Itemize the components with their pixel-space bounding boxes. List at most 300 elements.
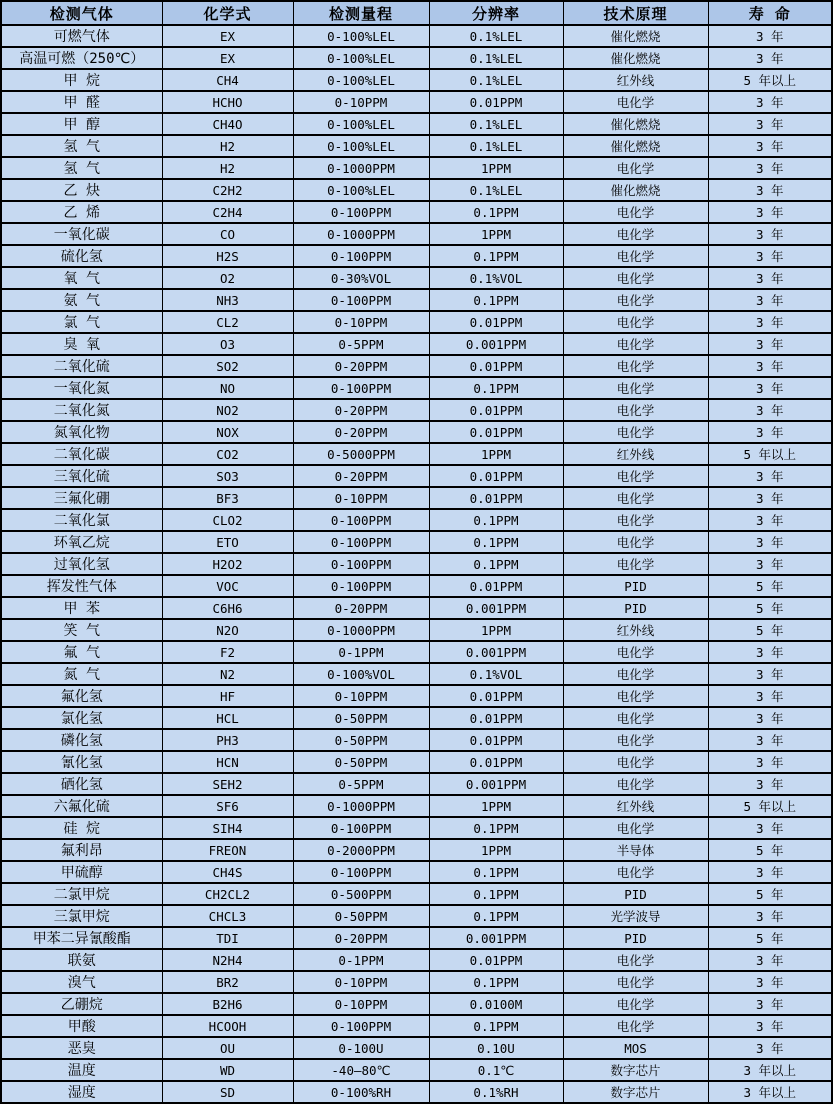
cell-formula: CH4O: [162, 113, 293, 135]
cell-formula: N2: [162, 663, 293, 685]
cell-range: 0-20PPM: [293, 399, 429, 421]
table-row: [1, 333, 832, 355]
cell-formula: BF3: [162, 487, 293, 509]
cell-formula: NH3: [162, 289, 293, 311]
cell-resolution: 0.01PPM: [429, 575, 563, 597]
cell-principle: 电化学: [563, 223, 708, 245]
cell-gas: 臭 氧: [1, 333, 162, 355]
cell-lifespan: 3 年: [708, 267, 832, 289]
cell-range: 0-100PPM: [293, 817, 429, 839]
table-row: [1, 883, 832, 905]
cell-gas: 甲苯二异氰酸酯: [1, 927, 162, 949]
cell-resolution: 0.10U: [429, 1037, 563, 1059]
cell-lifespan: 3 年: [708, 465, 832, 487]
table-row: [1, 707, 832, 729]
cell-formula: C2H2: [162, 179, 293, 201]
cell-gas: 高温可燃（250℃）: [1, 47, 162, 69]
table-row: [1, 201, 832, 223]
cell-lifespan: 3 年: [708, 377, 832, 399]
table-row: [1, 509, 832, 531]
table-row: [1, 619, 832, 641]
table-row: [1, 399, 832, 421]
cell-gas: 二氧化碳: [1, 443, 162, 465]
cell-principle: 电化学: [563, 663, 708, 685]
table-row: [1, 663, 832, 685]
cell-formula: B2H6: [162, 993, 293, 1015]
cell-resolution: 1PPM: [429, 443, 563, 465]
cell-resolution: 0.1PPM: [429, 245, 563, 267]
cell-lifespan: 3 年: [708, 531, 832, 553]
cell-range: 0-1000PPM: [293, 795, 429, 817]
cell-gas: 三氯甲烷: [1, 905, 162, 927]
cell-gas: 环氧乙烷: [1, 531, 162, 553]
cell-principle: 电化学: [563, 267, 708, 289]
cell-range: 0-10PPM: [293, 993, 429, 1015]
cell-principle: 电化学: [563, 1015, 708, 1037]
cell-lifespan: 3 年: [708, 707, 832, 729]
cell-principle: 电化学: [563, 949, 708, 971]
cell-formula: ETO: [162, 531, 293, 553]
cell-range: 0-20PPM: [293, 465, 429, 487]
cell-principle: 电化学: [563, 751, 708, 773]
cell-formula: SIH4: [162, 817, 293, 839]
cell-resolution: 1PPM: [429, 839, 563, 861]
cell-lifespan: 3 年: [708, 1015, 832, 1037]
cell-principle: 数字芯片: [563, 1081, 708, 1103]
table-row: [1, 113, 832, 135]
cell-resolution: 0.1%LEL: [429, 47, 563, 69]
cell-range: 0-100PPM: [293, 201, 429, 223]
cell-resolution: 0.1PPM: [429, 377, 563, 399]
cell-range: 0-100PPM: [293, 509, 429, 531]
cell-lifespan: 3 年: [708, 553, 832, 575]
cell-range: 0-2000PPM: [293, 839, 429, 861]
cell-lifespan: 3 年: [708, 773, 832, 795]
cell-principle: 电化学: [563, 773, 708, 795]
cell-formula: O2: [162, 267, 293, 289]
table-row: [1, 223, 832, 245]
cell-gas: 温度: [1, 1059, 162, 1081]
table-row: [1, 267, 832, 289]
cell-gas: 氮氧化物: [1, 421, 162, 443]
cell-resolution: 0.01PPM: [429, 729, 563, 751]
cell-formula: NO: [162, 377, 293, 399]
table-row: [1, 993, 832, 1015]
cell-lifespan: 3 年: [708, 399, 832, 421]
cell-range: 0-5000PPM: [293, 443, 429, 465]
cell-range: 0-1PPM: [293, 641, 429, 663]
cell-range: 0-100PPM: [293, 861, 429, 883]
cell-resolution: 0.1%VOL: [429, 663, 563, 685]
cell-range: 0-1000PPM: [293, 157, 429, 179]
cell-range: 0-100PPM: [293, 531, 429, 553]
cell-principle: 电化学: [563, 333, 708, 355]
cell-formula: H2: [162, 157, 293, 179]
cell-resolution: 0.01PPM: [429, 751, 563, 773]
cell-resolution: 0.1PPM: [429, 553, 563, 575]
cell-formula: HCN: [162, 751, 293, 773]
cell-resolution: 0.1%LEL: [429, 25, 563, 47]
cell-gas: 氟利昂: [1, 839, 162, 861]
table-row: [1, 47, 832, 69]
cell-principle: 电化学: [563, 509, 708, 531]
cell-range: 0-20PPM: [293, 927, 429, 949]
cell-principle: 催化燃烧: [563, 25, 708, 47]
cell-lifespan: 3 年: [708, 201, 832, 223]
cell-lifespan: 3 年以上: [708, 1081, 832, 1103]
cell-range: 0-5PPM: [293, 333, 429, 355]
cell-gas: 六氟化硫: [1, 795, 162, 817]
cell-gas: 二氧化硫: [1, 355, 162, 377]
cell-formula: EX: [162, 47, 293, 69]
table-body: [1, 25, 832, 1103]
table-row: [1, 685, 832, 707]
cell-gas: 硒化氢: [1, 773, 162, 795]
cell-gas: 一氧化碳: [1, 223, 162, 245]
table-row: [1, 1081, 832, 1103]
table-row: [1, 641, 832, 663]
table-row: [1, 377, 832, 399]
cell-lifespan: 3 年: [708, 509, 832, 531]
cell-gas: 乙硼烷: [1, 993, 162, 1015]
cell-lifespan: 5 年: [708, 883, 832, 905]
cell-formula: HCL: [162, 707, 293, 729]
cell-resolution: 0.1PPM: [429, 883, 563, 905]
cell-formula: N2H4: [162, 949, 293, 971]
cell-formula: HCHO: [162, 91, 293, 113]
cell-range: 0-50PPM: [293, 707, 429, 729]
cell-lifespan: 3 年: [708, 971, 832, 993]
cell-resolution: 1PPM: [429, 223, 563, 245]
cell-principle: PID: [563, 597, 708, 619]
cell-formula: C6H6: [162, 597, 293, 619]
table-row: [1, 69, 832, 91]
cell-formula: F2: [162, 641, 293, 663]
cell-formula: WD: [162, 1059, 293, 1081]
table-row: [1, 1015, 832, 1037]
cell-range: 0-100PPM: [293, 245, 429, 267]
cell-gas: 硅 烷: [1, 817, 162, 839]
cell-lifespan: 3 年: [708, 157, 832, 179]
cell-principle: 催化燃烧: [563, 47, 708, 69]
table-row: [1, 245, 832, 267]
cell-range: 0-20PPM: [293, 355, 429, 377]
cell-range: 0-100%LEL: [293, 69, 429, 91]
cell-principle: 电化学: [563, 861, 708, 883]
cell-lifespan: 3 年: [708, 641, 832, 663]
cell-gas: 乙 烯: [1, 201, 162, 223]
cell-principle: 半导体: [563, 839, 708, 861]
cell-gas: 联氨: [1, 949, 162, 971]
cell-range: 0-100PPM: [293, 553, 429, 575]
cell-gas: 甲 醇: [1, 113, 162, 135]
cell-formula: SF6: [162, 795, 293, 817]
cell-resolution: 0.1PPM: [429, 509, 563, 531]
cell-principle: 电化学: [563, 377, 708, 399]
cell-gas: 甲 烷: [1, 69, 162, 91]
cell-formula: N2O: [162, 619, 293, 641]
cell-principle: PID: [563, 883, 708, 905]
cell-resolution: 0.01PPM: [429, 311, 563, 333]
table-row: [1, 1037, 832, 1059]
cell-lifespan: 3 年: [708, 861, 832, 883]
cell-gas: 氢 气: [1, 135, 162, 157]
cell-lifespan: 3 年: [708, 949, 832, 971]
cell-principle: PID: [563, 927, 708, 949]
cell-principle: 催化燃烧: [563, 113, 708, 135]
cell-principle: 电化学: [563, 399, 708, 421]
cell-formula: SEH2: [162, 773, 293, 795]
cell-formula: CH4: [162, 69, 293, 91]
cell-gas: 三氟化硼: [1, 487, 162, 509]
table-row: [1, 751, 832, 773]
table-row: [1, 531, 832, 553]
table-row: [1, 905, 832, 927]
table-row: [1, 839, 832, 861]
cell-range: 0-100PPM: [293, 377, 429, 399]
table-row: [1, 487, 832, 509]
cell-range: 0-5PPM: [293, 773, 429, 795]
cell-resolution: 0.1PPM: [429, 531, 563, 553]
cell-range: 0-100%LEL: [293, 135, 429, 157]
cell-principle: 电化学: [563, 245, 708, 267]
cell-gas: 磷化氢: [1, 729, 162, 751]
cell-range: 0-100PPM: [293, 1015, 429, 1037]
cell-resolution: 0.01PPM: [429, 355, 563, 377]
cell-principle: 红外线: [563, 443, 708, 465]
table-row: [1, 971, 832, 993]
cell-range: 0-10PPM: [293, 971, 429, 993]
table-row: [1, 597, 832, 619]
cell-resolution: 0.0100M: [429, 993, 563, 1015]
cell-formula: H2S: [162, 245, 293, 267]
cell-lifespan: 3 年: [708, 817, 832, 839]
cell-gas: 溴气: [1, 971, 162, 993]
column-header-formula: 化学式: [162, 1, 293, 25]
cell-resolution: 0.1%LEL: [429, 135, 563, 157]
cell-gas: 二氧化氮: [1, 399, 162, 421]
cell-formula: NO2: [162, 399, 293, 421]
cell-principle: PID: [563, 575, 708, 597]
cell-principle: 红外线: [563, 619, 708, 641]
cell-range: 0-10PPM: [293, 311, 429, 333]
cell-range: 0-500PPM: [293, 883, 429, 905]
cell-formula: BR2: [162, 971, 293, 993]
table-row: [1, 817, 832, 839]
table-row: [1, 157, 832, 179]
table-header-row: [1, 1, 832, 25]
cell-resolution: 0.1PPM: [429, 905, 563, 927]
cell-resolution: 0.1PPM: [429, 817, 563, 839]
cell-formula: PH3: [162, 729, 293, 751]
cell-resolution: 0.1PPM: [429, 289, 563, 311]
cell-range: 0-30%VOL: [293, 267, 429, 289]
table-row: [1, 355, 832, 377]
cell-lifespan: 3 年: [708, 751, 832, 773]
table-row: [1, 729, 832, 751]
cell-range: 0-100%LEL: [293, 179, 429, 201]
table-row: [1, 949, 832, 971]
table-row: [1, 311, 832, 333]
cell-gas: 三氧化硫: [1, 465, 162, 487]
cell-gas: 甲 苯: [1, 597, 162, 619]
cell-formula: O3: [162, 333, 293, 355]
cell-range: 0-100PPM: [293, 289, 429, 311]
cell-gas: 硫化氢: [1, 245, 162, 267]
cell-gas: 笑 气: [1, 619, 162, 641]
cell-lifespan: 3 年: [708, 135, 832, 157]
cell-formula: CH2CL2: [162, 883, 293, 905]
cell-range: 0-100%LEL: [293, 47, 429, 69]
cell-gas: 可燃气体: [1, 25, 162, 47]
cell-lifespan: 5 年: [708, 839, 832, 861]
cell-lifespan: 5 年: [708, 575, 832, 597]
cell-gas: 氰化氢: [1, 751, 162, 773]
cell-range: 0-50PPM: [293, 905, 429, 927]
cell-resolution: 0.1PPM: [429, 201, 563, 223]
cell-lifespan: 3 年: [708, 905, 832, 927]
cell-range: 0-1PPM: [293, 949, 429, 971]
cell-formula: SO2: [162, 355, 293, 377]
cell-gas: 二氧化氯: [1, 509, 162, 531]
table-row: [1, 773, 832, 795]
cell-range: 0-50PPM: [293, 729, 429, 751]
cell-principle: 电化学: [563, 421, 708, 443]
cell-range: 0-100%VOL: [293, 663, 429, 685]
cell-resolution: 1PPM: [429, 157, 563, 179]
cell-gas: 氮 气: [1, 663, 162, 685]
cell-lifespan: 5 年以上: [708, 795, 832, 817]
cell-resolution: 0.1%LEL: [429, 69, 563, 91]
cell-resolution: 0.1PPM: [429, 971, 563, 993]
cell-principle: 数字芯片: [563, 1059, 708, 1081]
cell-principle: 电化学: [563, 729, 708, 751]
cell-resolution: 0.1%RH: [429, 1081, 563, 1103]
cell-lifespan: 3 年: [708, 113, 832, 135]
cell-range: 0-100PPM: [293, 575, 429, 597]
cell-resolution: 0.1℃: [429, 1059, 563, 1081]
cell-principle: 电化学: [563, 993, 708, 1015]
table-row: [1, 927, 832, 949]
cell-resolution: 0.01PPM: [429, 91, 563, 113]
cell-formula: VOC: [162, 575, 293, 597]
cell-gas: 挥发性气体: [1, 575, 162, 597]
cell-formula: SD: [162, 1081, 293, 1103]
cell-formula: OU: [162, 1037, 293, 1059]
cell-lifespan: 3 年: [708, 487, 832, 509]
cell-range: 0-20PPM: [293, 421, 429, 443]
cell-gas: 氧 气: [1, 267, 162, 289]
cell-resolution: 0.01PPM: [429, 487, 563, 509]
table-row: [1, 795, 832, 817]
cell-principle: 电化学: [563, 157, 708, 179]
cell-gas: 一氧化氮: [1, 377, 162, 399]
cell-lifespan: 5 年: [708, 597, 832, 619]
cell-resolution: 0.001PPM: [429, 773, 563, 795]
cell-lifespan: 5 年以上: [708, 443, 832, 465]
cell-lifespan: 3 年: [708, 355, 832, 377]
cell-principle: 电化学: [563, 311, 708, 333]
cell-principle: 电化学: [563, 685, 708, 707]
cell-principle: 电化学: [563, 465, 708, 487]
table-row: [1, 553, 832, 575]
cell-resolution: 0.1%LEL: [429, 179, 563, 201]
cell-gas: 甲硫醇: [1, 861, 162, 883]
cell-lifespan: 5 年以上: [708, 69, 832, 91]
cell-formula: CO: [162, 223, 293, 245]
table-row: [1, 25, 832, 47]
cell-gas: 氢 气: [1, 157, 162, 179]
cell-resolution: 0.1PPM: [429, 861, 563, 883]
cell-lifespan: 3 年: [708, 223, 832, 245]
column-header-principle: 技术原理: [563, 1, 708, 25]
cell-range: 0-100%RH: [293, 1081, 429, 1103]
cell-principle: 光学波导: [563, 905, 708, 927]
cell-gas: 氟化氢: [1, 685, 162, 707]
cell-formula: C2H4: [162, 201, 293, 223]
cell-lifespan: 3 年以上: [708, 1059, 832, 1081]
column-header-gas: 检测气体: [1, 1, 162, 25]
cell-range: 0-20PPM: [293, 597, 429, 619]
cell-resolution: 0.001PPM: [429, 641, 563, 663]
cell-gas: 湿度: [1, 1081, 162, 1103]
cell-resolution: 0.01PPM: [429, 685, 563, 707]
cell-range: 0-100U: [293, 1037, 429, 1059]
cell-formula: CL2: [162, 311, 293, 333]
cell-resolution: 0.01PPM: [429, 465, 563, 487]
cell-lifespan: 5 年: [708, 927, 832, 949]
cell-formula: NOX: [162, 421, 293, 443]
table-row: [1, 91, 832, 113]
cell-principle: 电化学: [563, 91, 708, 113]
cell-formula: HF: [162, 685, 293, 707]
cell-principle: 电化学: [563, 487, 708, 509]
table-row: [1, 289, 832, 311]
cell-lifespan: 3 年: [708, 993, 832, 1015]
cell-gas: 氨 气: [1, 289, 162, 311]
cell-resolution: 0.001PPM: [429, 597, 563, 619]
cell-principle: 电化学: [563, 553, 708, 575]
cell-formula: H2: [162, 135, 293, 157]
cell-formula: CHCL3: [162, 905, 293, 927]
cell-lifespan: 3 年: [708, 245, 832, 267]
cell-lifespan: 3 年: [708, 91, 832, 113]
cell-formula: HCOOH: [162, 1015, 293, 1037]
cell-gas: 恶臭: [1, 1037, 162, 1059]
table-row: [1, 465, 832, 487]
cell-resolution: 0.01PPM: [429, 399, 563, 421]
cell-formula: EX: [162, 25, 293, 47]
cell-resolution: 1PPM: [429, 619, 563, 641]
cell-range: 0-10PPM: [293, 91, 429, 113]
cell-principle: MOS: [563, 1037, 708, 1059]
cell-lifespan: 3 年: [708, 729, 832, 751]
cell-formula: TDI: [162, 927, 293, 949]
column-header-range: 检测量程: [293, 1, 429, 25]
cell-principle: 催化燃烧: [563, 135, 708, 157]
cell-principle: 电化学: [563, 289, 708, 311]
cell-formula: FREON: [162, 839, 293, 861]
cell-resolution: 0.01PPM: [429, 707, 563, 729]
cell-principle: 电化学: [563, 355, 708, 377]
cell-lifespan: 3 年: [708, 311, 832, 333]
cell-resolution: 0.1PPM: [429, 1015, 563, 1037]
cell-resolution: 1PPM: [429, 795, 563, 817]
column-header-lifespan: 寿 命: [708, 1, 832, 25]
cell-lifespan: 3 年: [708, 289, 832, 311]
cell-gas: 二氯甲烷: [1, 883, 162, 905]
cell-resolution: 0.01PPM: [429, 421, 563, 443]
